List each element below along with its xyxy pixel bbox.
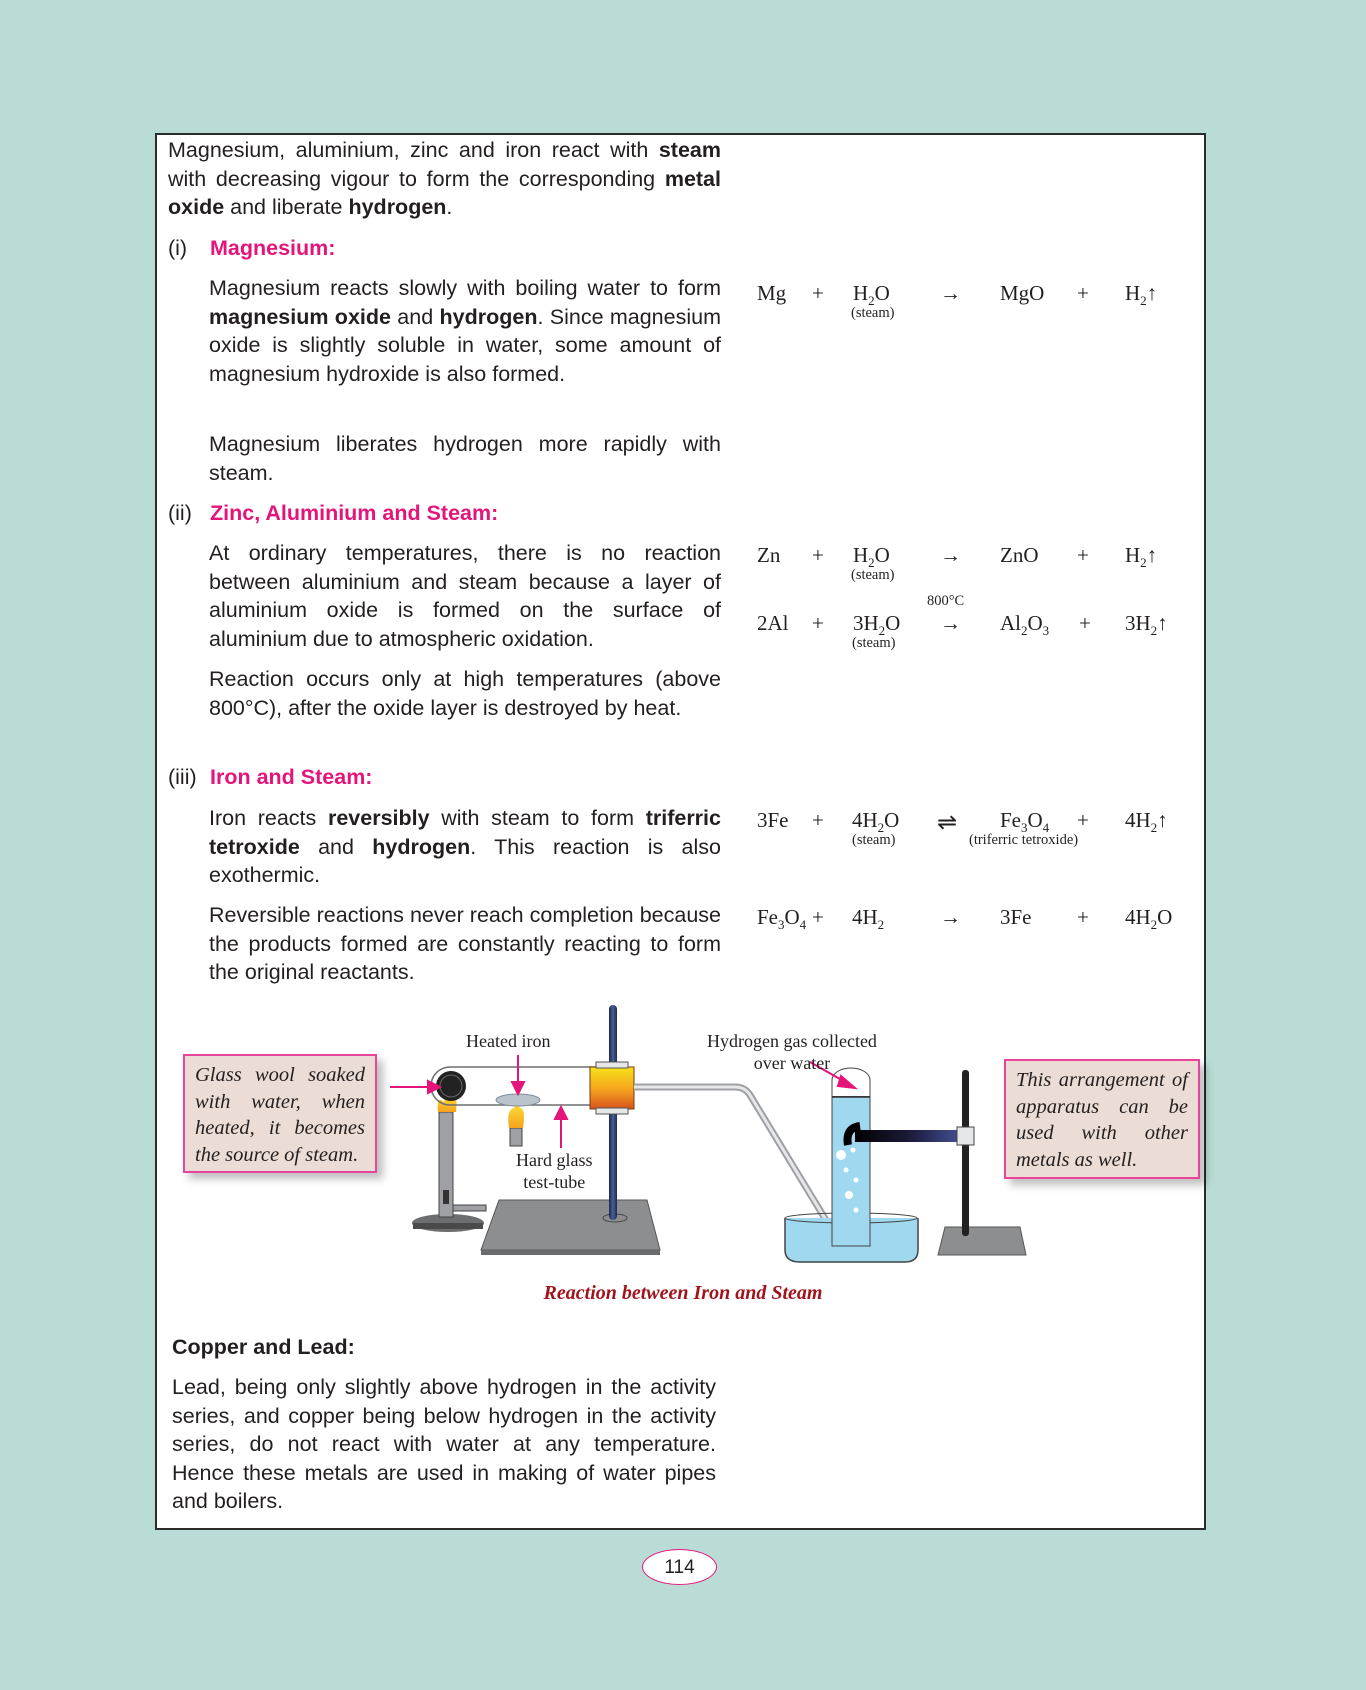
label-heated-iron: Heated iron (466, 1031, 551, 1051)
equation-iron-steam: 3Fe + $4H_2O$ (steam) ⇌ $Fe_3O_4$ (triferric tetroxide) + $4H_2↑$ (757, 808, 1168, 848)
clamp (590, 1067, 634, 1109)
page-number: 114 (642, 1549, 717, 1585)
equation-magnesium: Mg + $H_2O$ (steam) → MgO + $H_2↑$ (757, 281, 1158, 321)
section-heading-iron: (iii) Iron and Steam: (168, 765, 373, 789)
equation-reverse: $Fe_3O_4$ + $4H_2$ → 3Fe + $4H_2O$ (757, 905, 1173, 932)
gas-jar (832, 1096, 870, 1246)
magnesium-paragraph-1: Magnesium reacts slowly with boiling water to form magnesium oxide and hydrogen. Since magnesium oxide is slightly soluble in water, some amount of magnesium hydroxide is also formed. (209, 276, 721, 386)
intro-paragraph: Magnesium, aluminium, zinc and iron react with steam with decreasing vigour to form the corresponding metal oxide and liberate hydrogen. (168, 138, 721, 220)
equation-aluminium: 2Al + $3H_2O$ (steam) 800°C → $Al_2O_3$ + $3H_2↑$ (757, 593, 1168, 651)
flame-middle (508, 1103, 524, 1128)
stand-base-right (938, 1227, 1026, 1255)
clamp-arm (855, 1130, 970, 1142)
callout-glass-wool: Glass wool soaked with water, when heated, it becomes the source of steam. (183, 1054, 377, 1173)
figure-caption: Reaction between Iron and Steam (543, 1282, 823, 1304)
stand-rod-right (962, 1070, 969, 1236)
iron-paragraph-1: Iron reacts reversibly with steam to form triferric tetroxide and hydrogen. This reaction is also exothermic. (209, 806, 721, 888)
equation-zinc: Zn + $H_2O$ (steam) → ZnO + $H_2↑$ (757, 543, 1158, 583)
copper-lead-heading: Copper and Lead: (172, 1335, 355, 1359)
label-hard-glass-test-tube: Hard glass test-tube (516, 1150, 593, 1192)
stand-base-left (481, 1200, 660, 1250)
copper-lead-paragraph: Lead, being only slightly above hydrogen in the activity series, and copper being below hydrogen in the activity series, do not react with water at any temperature. Hence these metals are used in making of water pipes and boilers. (172, 1375, 716, 1514)
callout-arrangement: This arrangement of apparatus can be used with other metals as well. (1004, 1059, 1200, 1179)
zinc-aluminium-paragraph-2: Reaction occurs only at high temperatures (above 800°C), after the oxide layer is destroyed by heat. (209, 667, 721, 720)
section-heading-zinc-aluminium: (ii) Zinc, Aluminium and Steam: (168, 501, 499, 525)
label-hydrogen-gas: Hydrogen gas collected over water (707, 1031, 877, 1073)
magnesium-paragraph-2: Magnesium liberates hydrogen more rapidly with steam. (209, 432, 721, 485)
zinc-aluminium-paragraph-1: At ordinary temperatures, there is no reaction between aluminium and steam because a layer of aluminium oxide is formed on the surface of aluminium due to atmospheric oxidation. (209, 541, 721, 651)
section-heading-magnesium: (i) Magnesium: (168, 236, 336, 260)
iron-paragraph-2: Reversible reactions never reach completion because the products formed are constantly reacting to form the original reactants. (209, 903, 721, 985)
